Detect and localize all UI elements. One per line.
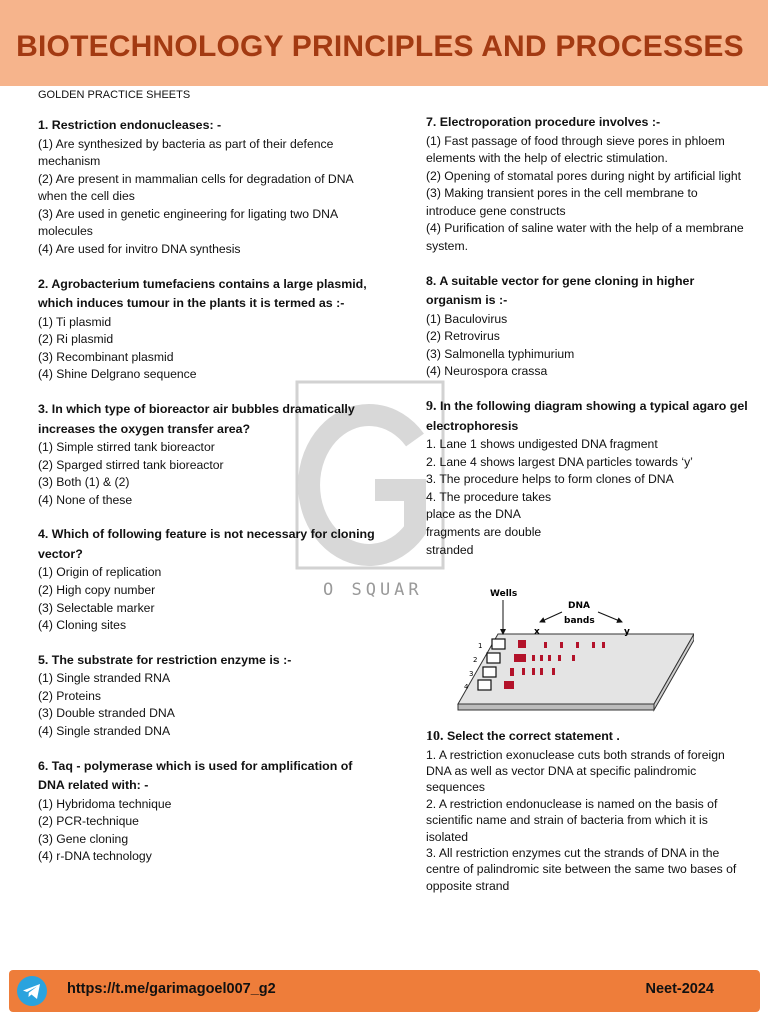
question-title: 5. The substrate for restriction enzyme is :- — [38, 652, 292, 667]
question-title: 6. Taq - polymerase which is used for amplification of DNA related with: - — [38, 758, 353, 793]
question-option: (2) Retrovirus — [426, 329, 500, 344]
telegram-link[interactable]: https://t.me/garimagoel007_g2 — [67, 981, 276, 997]
question-2 — [38, 275, 378, 384]
question-option: (2) Proteins — [38, 688, 101, 703]
question-4 — [38, 525, 378, 634]
question-title: 8. A suitable vector for gene cloning in higher organism is :- — [426, 273, 695, 308]
question-8 — [426, 272, 750, 381]
question-option: (1) Origin of replication — [38, 565, 162, 580]
question-option: (1) Single stranded RNA — [38, 671, 171, 686]
gel-slab-edge — [458, 704, 654, 710]
lane-number: 1 — [478, 642, 483, 650]
question-number: 10. — [426, 729, 444, 744]
page-footer — [9, 970, 760, 1012]
telegram-icon[interactable] — [16, 975, 48, 1007]
question-option: (3) Recombinant plasmid — [38, 349, 174, 364]
question-option: (4) r-DNA technology — [38, 849, 152, 864]
question-option: 1. Lane 1 shows undigested DNA fragment — [426, 437, 658, 452]
question-option: (4) Shine Delgrano sequence — [38, 367, 197, 382]
page-subtitle: GOLDEN PRACTICE SHEETS — [38, 89, 191, 101]
question-option: (2) PCR-technique — [38, 814, 139, 829]
question-option: (1) Are synthesized by bacteria as part of their defence mechanism — [38, 136, 334, 169]
dna-band — [572, 655, 575, 661]
question-7 — [426, 113, 750, 256]
x-label: x — [534, 627, 540, 637]
question-title — [426, 727, 750, 747]
question-option: (2) Ri plasmid — [38, 332, 114, 347]
question-option: 3. The procedure helps to form clones of DNA — [426, 472, 674, 487]
question-option: (3) Are used in genetic engineering for ligating two DNA molecules — [38, 206, 338, 239]
bands-pointer-y — [598, 612, 622, 622]
question-option: (4) None of these — [38, 492, 133, 507]
gel-well — [487, 653, 500, 663]
question-option: (1) Baculovirus — [426, 311, 508, 326]
dna-band — [532, 668, 535, 675]
question-option: (3) Making transient pores in the cell membrane to introduce gene constructs — [426, 186, 698, 218]
question-option: (2) Opening of stomatal pores during night by artificial light — [426, 168, 742, 183]
question-option: (2) Sparged stirred tank bioreactor — [38, 457, 224, 472]
watermark-text: O SQUAR — [323, 580, 423, 600]
lane-number: 2 — [473, 656, 478, 664]
question-5 — [38, 651, 378, 741]
question-number: 9. — [426, 399, 437, 415]
dna-band — [558, 655, 561, 661]
question-option: (3) Double stranded DNA — [38, 706, 175, 721]
question-option: (1) Ti plasmid — [38, 314, 112, 329]
dna-band — [544, 642, 547, 648]
dna-band — [540, 655, 543, 661]
dna-band — [560, 642, 563, 648]
exam-label: Neet-2024 — [645, 981, 714, 997]
question-1 — [38, 116, 378, 259]
bands-label: bands — [564, 616, 595, 626]
question-option: (1) Fast passage of food through sieve pores in phloem elements with the help of electric stimulation. — [426, 133, 725, 166]
question-option: 4. The procedure takes place as the DNA fragments are double stranded — [426, 489, 552, 557]
question-10 — [426, 727, 750, 894]
dna-band — [540, 668, 543, 675]
question-option: (1) Simple stirred tank bioreactor — [38, 440, 215, 455]
dna-label: DNA — [568, 601, 590, 611]
question-title: 1. Restriction endonucleases: - — [38, 118, 222, 132]
wells-label: Wells — [490, 589, 518, 599]
dna-band — [602, 642, 605, 648]
question-option: (4) Cloning sites — [38, 618, 127, 633]
question-option: (1) Hybridoma technique — [38, 796, 172, 811]
question-title: 7. Electroporation procedure involves :- — [426, 115, 661, 129]
bands-pointer-x — [540, 612, 562, 622]
lane-number: 3 — [469, 670, 474, 678]
question-option: 2. A restriction endonuclease is named on the basis of scientific name and strain of bacteria from which it is isolated — [426, 796, 718, 844]
dna-band — [518, 640, 526, 648]
question-option: (4) Single stranded DNA — [38, 724, 171, 739]
question-title — [426, 397, 750, 436]
dna-band — [548, 655, 551, 661]
question-title: 3. In which type of bioreactor air bubbles dramatically increases the oxygen transfer area? — [38, 402, 355, 436]
question-option: (3) Both (1) & (2) — [38, 475, 130, 490]
gel-well — [478, 680, 491, 690]
question-9 — [426, 397, 750, 559]
page-title: BIOTECHNOLOGY PRINCIPLES AND PROCESSES — [16, 30, 744, 63]
dna-band — [576, 642, 579, 648]
question-option: (4) Are used for invitro DNA synthesis — [38, 242, 241, 257]
question-option: (4) Neurospora crassa — [426, 364, 548, 379]
dna-band — [592, 642, 595, 648]
question-title: 4. Which of following feature is not necessary for cloning vector? — [38, 527, 375, 561]
dna-band — [552, 668, 555, 675]
question-option: 1. A restriction exonuclease cuts both strands of foreign DNA as well as vector DNA at specific palindromic sequences — [426, 747, 725, 795]
question-option: (3) Salmonella typhimurium — [426, 346, 575, 361]
question-6 — [38, 757, 378, 866]
y-label: y — [624, 627, 630, 637]
dna-band — [532, 655, 535, 661]
question-title: 2. Agrobacterium tumefaciens contains a large plasmid, which induces tumour in the plants it is termed as :- — [38, 276, 367, 311]
gel-electrophoresis-diagram — [448, 582, 694, 712]
gel-well — [483, 667, 496, 677]
question-title-text: Select the correct statement . — [443, 729, 620, 743]
dna-band — [504, 681, 514, 689]
dna-band — [522, 668, 525, 675]
question-option: (3) Selectable marker — [38, 600, 155, 615]
question-option: 3. All restriction enzymes cut the strands of DNA in the centre of palindromic site between the same two bases of opposite strand — [426, 845, 737, 893]
gel-well — [492, 639, 505, 649]
question-option: (4) Purification of saline water with the help of a membrane system. — [426, 221, 744, 254]
question-option: (3) Gene cloning — [38, 831, 129, 846]
dna-band — [510, 668, 514, 676]
question-option: (2) Are present in mammalian cells for degradation of DNA when the cell dies — [38, 171, 353, 204]
left-column — [38, 116, 378, 882]
page-header — [0, 0, 768, 86]
question-3 — [38, 400, 378, 509]
question-option: 2. Lane 4 shows largest DNA particles towards ‘y’ — [426, 454, 693, 469]
lane-number: 4 — [464, 683, 469, 691]
question-title-text: In the following diagram showing a typical agaro gel electrophoresis — [426, 399, 748, 433]
dna-band — [514, 654, 526, 662]
question-option: (2) High copy number — [38, 583, 156, 597]
